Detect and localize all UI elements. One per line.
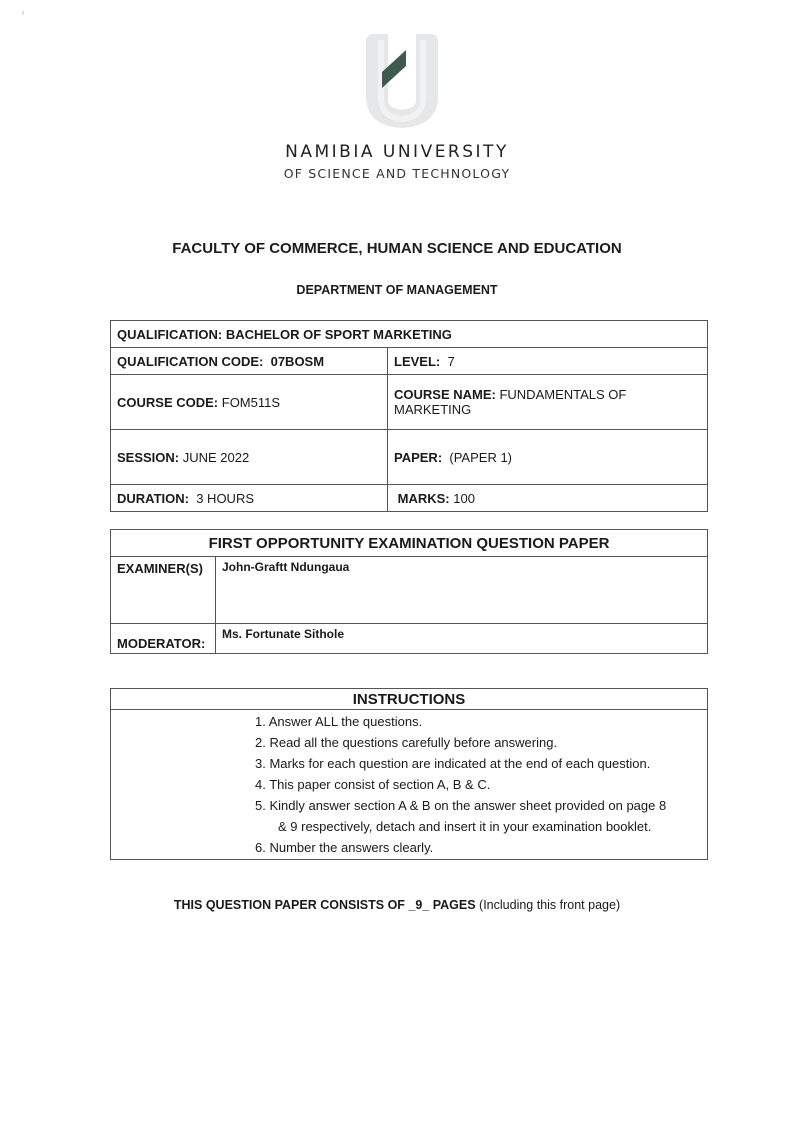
level-value: 7 [447, 353, 455, 369]
qualification-label: QUALIFICATION: [117, 326, 223, 342]
qualification-value: BACHELOR OF SPORT MARKETING [225, 326, 452, 342]
course-code-cell [111, 375, 388, 430]
paper-value: (PAPER 1) [449, 449, 512, 465]
instruction-text: 1. Answer ALL the questions. [255, 714, 423, 729]
instruction-text: 3. Marks for each question are indicated at the end of each question. [255, 756, 651, 771]
moderator-label: MODERATOR: [111, 624, 216, 654]
course-name-value: FUNDAMENTALS OF MARKETING [394, 387, 627, 417]
instructions-list [255, 711, 666, 858]
instruction-item [255, 795, 666, 837]
page-count-bold: THIS QUESTION PAPER CONSISTS OF _9_ PAGES [173, 898, 476, 912]
course-code-value: FOM511S [221, 394, 281, 410]
instruction-item [255, 774, 666, 795]
nust-shield-logo-icon [360, 30, 444, 130]
scan-mark: ı [22, 10, 24, 17]
instruction-text: 6. Number the answers clearly. [255, 840, 434, 855]
qualification-code-cell [111, 348, 388, 375]
moderator-value: Ms. Fortunate Sithole [216, 624, 708, 654]
exam-title: FIRST OPPORTUNITY EXAMINATION QUESTION PAPER [111, 530, 708, 557]
marks-cell [388, 485, 708, 512]
examiner-label: EXAMINER(S) [111, 557, 216, 624]
qualification-cell [111, 321, 708, 348]
faculty-title: FACULTY OF COMMERCE, HUMAN SCIENCE AND EDUCATION [172, 240, 622, 257]
duration-cell [111, 485, 388, 512]
page-count-note [0, 898, 794, 912]
examiner-value: John-Graftt Ndungaua [216, 557, 708, 624]
session-cell [111, 430, 388, 485]
university-name: NAMIBIA UNIVERSITY [285, 142, 509, 162]
qualification-code-label: QUALIFICATION CODE: [117, 353, 264, 369]
marks-label: MARKS: [397, 490, 450, 506]
instruction-text: 5. Kindly answer section A & B on the answer sheet provided on page 8 [255, 798, 667, 813]
marks-value: 100 [453, 490, 475, 506]
qualification-code-value: 07BOSM [270, 353, 325, 369]
exam-details-table [110, 529, 708, 654]
paper-label: PAPER: [394, 449, 443, 465]
duration-label: DURATION: [117, 490, 189, 506]
session-value: JUNE 2022 [182, 449, 250, 465]
instruction-item [255, 837, 666, 858]
level-label: LEVEL: [394, 353, 441, 369]
instruction-text: 2. Read all the questions carefully before answering. [255, 735, 558, 750]
page-count-normal: (Including this front page) [475, 898, 621, 912]
course-name-cell [388, 375, 708, 430]
instructions-title: INSTRUCTIONS [111, 689, 707, 710]
instruction-text: 4. This paper consist of section A, B & C. [255, 777, 491, 792]
instruction-item [255, 732, 666, 753]
department-title: DEPARTMENT OF MANAGEMENT [296, 283, 498, 297]
duration-value: 3 HOURS [196, 490, 255, 506]
instruction-item [255, 711, 666, 732]
paper-cell [388, 430, 708, 485]
course-code-label: COURSE CODE: [117, 394, 219, 410]
instructions-box [110, 688, 708, 860]
university-logo [360, 30, 444, 130]
level-cell [388, 348, 708, 375]
university-subtitle: OF SCIENCE AND TECHNOLOGY [283, 166, 511, 181]
instruction-item [255, 753, 666, 774]
course-name-label: COURSE NAME: [394, 387, 496, 402]
session-label: SESSION: [117, 449, 180, 465]
instruction-continuation: & 9 respectively, detach and insert it in your examination booklet. [278, 819, 652, 834]
course-info-table [110, 320, 708, 512]
